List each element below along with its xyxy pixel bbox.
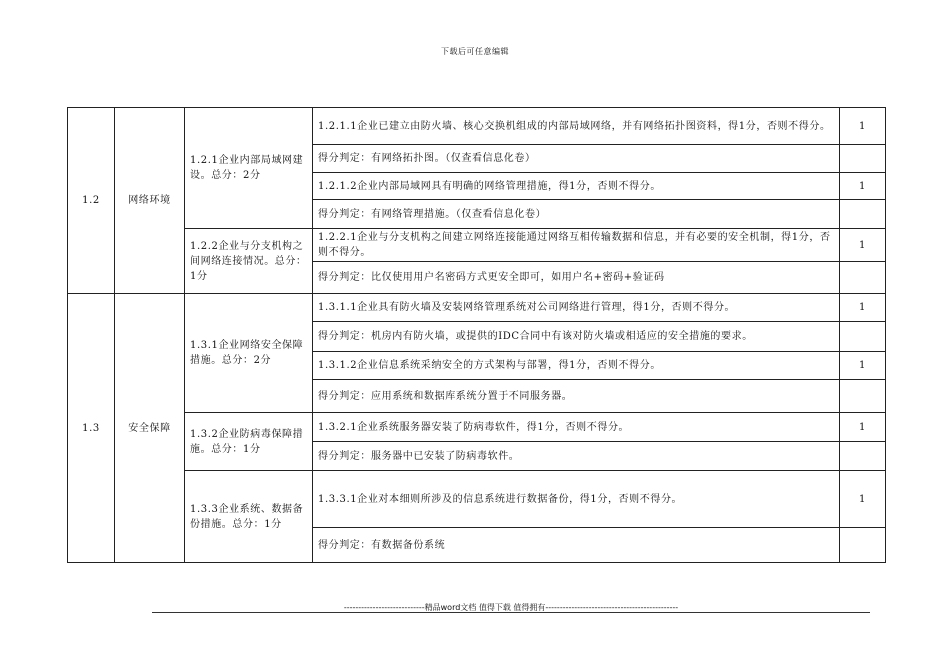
criterion-text: 1.2.2.1企业与分支机构之间建立网络连接能通过网络互相传输数据和信息，并有必要的安全机制，得1分，否则不得分。: [313, 229, 840, 262]
criterion-points: 1: [840, 294, 886, 322]
criterion-text: 得分判定：机房内有防火墙，或提供的IDC合同中有该对防火墙或相适应的安全措施的要求。: [313, 322, 840, 352]
item-description: 1.3.3企业系统、数据备份措施。总分：1分: [185, 471, 313, 563]
criterion-points: [840, 380, 886, 413]
footer-divider: [152, 612, 870, 613]
criterion-points: 1: [840, 352, 886, 380]
criterion-points: [840, 322, 886, 352]
criterion-points: [840, 528, 886, 563]
section-name: 安全保障: [115, 294, 185, 563]
criterion-text: 得分判定：有网络拓扑图。（仅查看信息化卷）: [313, 145, 840, 173]
table-row: [68, 294, 886, 322]
criterion-points: [840, 442, 886, 471]
item-description: 1.3.1企业网络安全保障措施。总分：2分: [185, 294, 313, 413]
criterion-text: 得分判定：有数据备份系统: [313, 528, 840, 563]
criterion-points: 1: [840, 471, 886, 528]
footer-note: ----------------------------精品word文档 值得下载 值得拥有----------------------------------------------: [343, 603, 679, 612]
criterion-points: [840, 200, 886, 229]
item-description: 1.2.1企业内部局域网建设。总分：2分: [185, 108, 313, 229]
table-row: [68, 471, 886, 528]
item-description: 1.2.2企业与分支机构之间网络连接情况。总分：1分: [185, 229, 313, 294]
criterion-text: 得分判定：有网络管理措施。（仅查看信息化卷）: [313, 200, 840, 229]
section-name: 网络环境: [115, 108, 185, 294]
criterion-points: 1: [840, 173, 886, 200]
criterion-text: 得分判定：应用系统和数据库系统分置于不同服务器。: [313, 380, 840, 413]
criterion-text: 1.3.1.1企业具有防火墙及安装网络管理系统对公司网络进行管理，得1分，否则不得分。: [313, 294, 840, 322]
scoring-table: [67, 107, 886, 563]
criterion-text: 得分判定：服务器中已安装了防病毒软件。: [313, 442, 840, 471]
criterion-text: 1.2.1.2企业内部局域网具有明确的网络管理措施，得1分，否则不得分。: [313, 173, 840, 200]
table-row: [68, 108, 886, 145]
criterion-text: 1.3.3.1企业对本细则所涉及的信息系统进行数据备份，得1分，否则不得分。: [313, 471, 840, 528]
header-note: 下载后可任意编辑: [441, 47, 509, 56]
criterion-points: [840, 262, 886, 294]
criterion-text: 1.3.2.1企业系统服务器安装了防病毒软件，得1分，否则不得分。: [313, 413, 840, 442]
criterion-points: [840, 145, 886, 173]
criterion-text: 1.2.1.1企业已建立由防火墙、核心交换机组成的内部局域网络，并有网络拓扑图资料，得1分，否则不得分。: [313, 108, 840, 145]
table-row: [68, 413, 886, 442]
section-number: 1.3: [68, 294, 115, 563]
table-row: [68, 229, 886, 262]
criterion-points: 1: [840, 108, 886, 145]
criterion-text: 1.3.1.2企业信息系统采纳安全的方式架构与部署，得1分，否则不得分。: [313, 352, 840, 380]
item-description: 1.3.2企业防病毒保障措施。总分：1分: [185, 413, 313, 471]
criterion-points: 1: [840, 413, 886, 442]
section-number: 1.2: [68, 108, 115, 294]
criterion-points: 1: [840, 229, 886, 262]
criterion-text: 得分判定：比仅使用用户名密码方式更安全即可，如用户名+密码+验证码: [313, 262, 840, 294]
